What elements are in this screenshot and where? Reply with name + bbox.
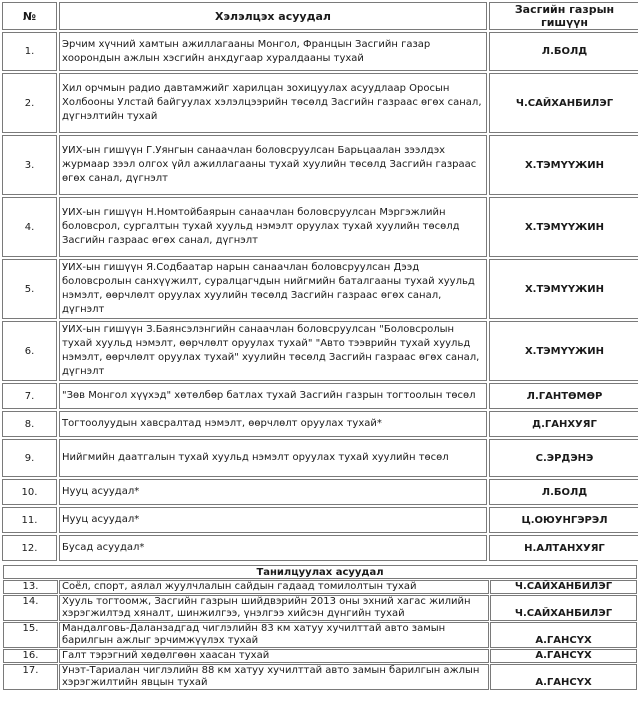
row-number: 16. [3,649,58,663]
info-table [2,564,638,691]
row-official: А.ГАНСҮХ [490,649,637,663]
row-official: Л.БОЛД [489,479,638,505]
table-row [3,595,637,621]
header-topic: Хэлэлцэх асуудал [59,2,487,30]
table-row [3,664,637,690]
header-row [2,2,638,30]
row-topic: Хил орчмын радио давтамжийг харилцан зохицуулах асуудлаар Оросын Холбооны Улстай байгуулах хэлэлцээрийн төсөлд Засгийн газраас өгөх санал, дүгнэлтийн тухай [59,73,487,133]
row-topic: "Зөв Монгол хүүхэд" хөтөлбөр батлах тухай Засгийн газрын тогтоолын төсөл [59,383,487,409]
row-official: Х.ТЭМҮҮЖИН [489,259,638,319]
row-number: 2. [2,73,57,133]
table-row [2,259,638,319]
row-topic: УИХ-ын гишүүн З.Баянсэлэнгийн санаачлан боловсруулсан "Боловсролын тухай хуульд нэмэлт, өөрчлөлт оруулах тухай" "Авто тээврийн тухай хуульд нэмэлт, өөрчлөлт оруулах тухай" хуулийн төсөлд Засгийн газраас өгөх санал, дүгнэлт [59,321,487,381]
row-topic: УИХ-ын гишүүн Я.Содбаатар нарын санаачлан боловсруулсан Дээд боловсролын санхүүжилт, суралцагчдын нийгмийн баталгааны тухай хуульд нэмэлт, өөрчлөлт оруулах хуулийн төсөлд Засгийн газраас өгөх санал, дүгнэлт [59,259,487,319]
row-number: 5. [2,259,57,319]
row-official: Х.ТЭМҮҮЖИН [489,135,638,195]
row-number: 3. [2,135,57,195]
row-number: 4. [2,197,57,257]
info-title: Танилцуулах асуудал [3,565,637,579]
row-topic: Хууль тогтоомж, Засгийн газрын шийдвэрийн 2013 оны эхний хагас жилийн хэрэгжилтэд хяналт, шинжилгээ, үнэлгээ хийсэн дүнгийн тухай [59,595,489,621]
row-official: А.ГАНСҮХ [490,664,637,690]
table-row [2,135,638,195]
row-official: А.ГАНСҮХ [490,622,637,648]
header-number: № [2,2,57,30]
row-number: 10. [2,479,57,505]
row-number: 13. [3,580,58,594]
row-topic: Мандалговь-Даланзадгад чиглэлийн 83 км хатуу хучилттай авто замын барилгын ажлыг эрчимжүүлэх тухай [59,622,489,648]
row-official: С.ЭРДЭНЭ [489,439,638,477]
row-number: 14. [3,595,58,621]
table-row [2,411,638,437]
row-topic: Эрчим хүчний хамтын ажиллагааны Монгол, Францын Засгийн газар хоорондын ажлын хэсгийн анхдугаар хуралдааны тухай [59,32,487,71]
row-number: 8. [2,411,57,437]
row-official: Х.ТЭМҮҮЖИН [489,321,638,381]
row-topic: Нууц асуудал* [59,507,487,533]
table-row [2,439,638,477]
row-official: Л.БОЛД [489,32,638,71]
info-title-row [3,565,637,579]
row-official: Ч.САЙХАНБИЛЭГ [490,580,637,594]
row-topic: Нууц асуудал* [59,479,487,505]
header-official: Засгийн газрын гишүүн [489,2,638,30]
table-row [2,32,638,71]
table-row [3,622,637,648]
row-number: 9. [2,439,57,477]
row-number: 15. [3,622,58,648]
row-number: 1. [2,32,57,71]
table-row [2,507,638,533]
table-row [2,197,638,257]
row-number: 11. [2,507,57,533]
row-number: 7. [2,383,57,409]
row-official: Ч.САЙХАНБИЛЭГ [490,595,637,621]
table-row [2,535,638,561]
row-topic: Нийгмийн даатгалын тухай хуульд нэмэлт оруулах тухай хуулийн төсөл [59,439,487,477]
row-official: Ц.ОЮУНГЭРЭЛ [489,507,638,533]
table-row [2,73,638,133]
row-number: 17. [3,664,58,690]
row-official: Л.ГАНТӨМӨР [489,383,638,409]
row-official: Н.АЛТАНХУЯГ [489,535,638,561]
row-topic: УИХ-ын гишүүн Г.Уянгын санаачлан боловсруулсан Барьцаалан зээлдэх журмаар зээл олгох үйл ажиллагааны тухай хуулийн төсөлд Засгийн газраас өгөх санал, дүгнэлт [59,135,487,195]
row-official: Ч.САЙХАНБИЛЭГ [489,73,638,133]
row-topic: Унэт-Тариалан чиглэлийн 88 км хатуу хучилттай авто замын барилгын ажлын хэрэгжилтийн явцын тухай [59,664,489,690]
row-official: Д.ГАНХУЯГ [489,411,638,437]
row-topic: Тогтоолуудын хавсралтад нэмэлт, өөрчлөлт оруулах тухай* [59,411,487,437]
row-topic: Бусад асуудал* [59,535,487,561]
row-number: 12. [2,535,57,561]
row-topic: Соёл, спорт, аялал жуулчлалын сайдын гадаад томилолтын тухай [59,580,489,594]
table-row [2,479,638,505]
row-official: Х.ТЭМҮҮЖИН [489,197,638,257]
table-row [3,580,637,594]
table-row [2,321,638,381]
table-row [2,383,638,409]
row-topic: Галт тэрэгний хөдөлгөөн хаасан тухай [59,649,489,663]
row-number: 6. [2,321,57,381]
table-row [3,649,637,663]
row-topic: УИХ-ын гишүүн Н.Номтойбаярын санаачлан боловсруулсан Мэргэжлийн боловсрол, сургалтын тухай хуульд нэмэлт оруулах тухай хуулийн төсөлд Засгийн газраас өгөх санал, дүгнэлт [59,197,487,257]
